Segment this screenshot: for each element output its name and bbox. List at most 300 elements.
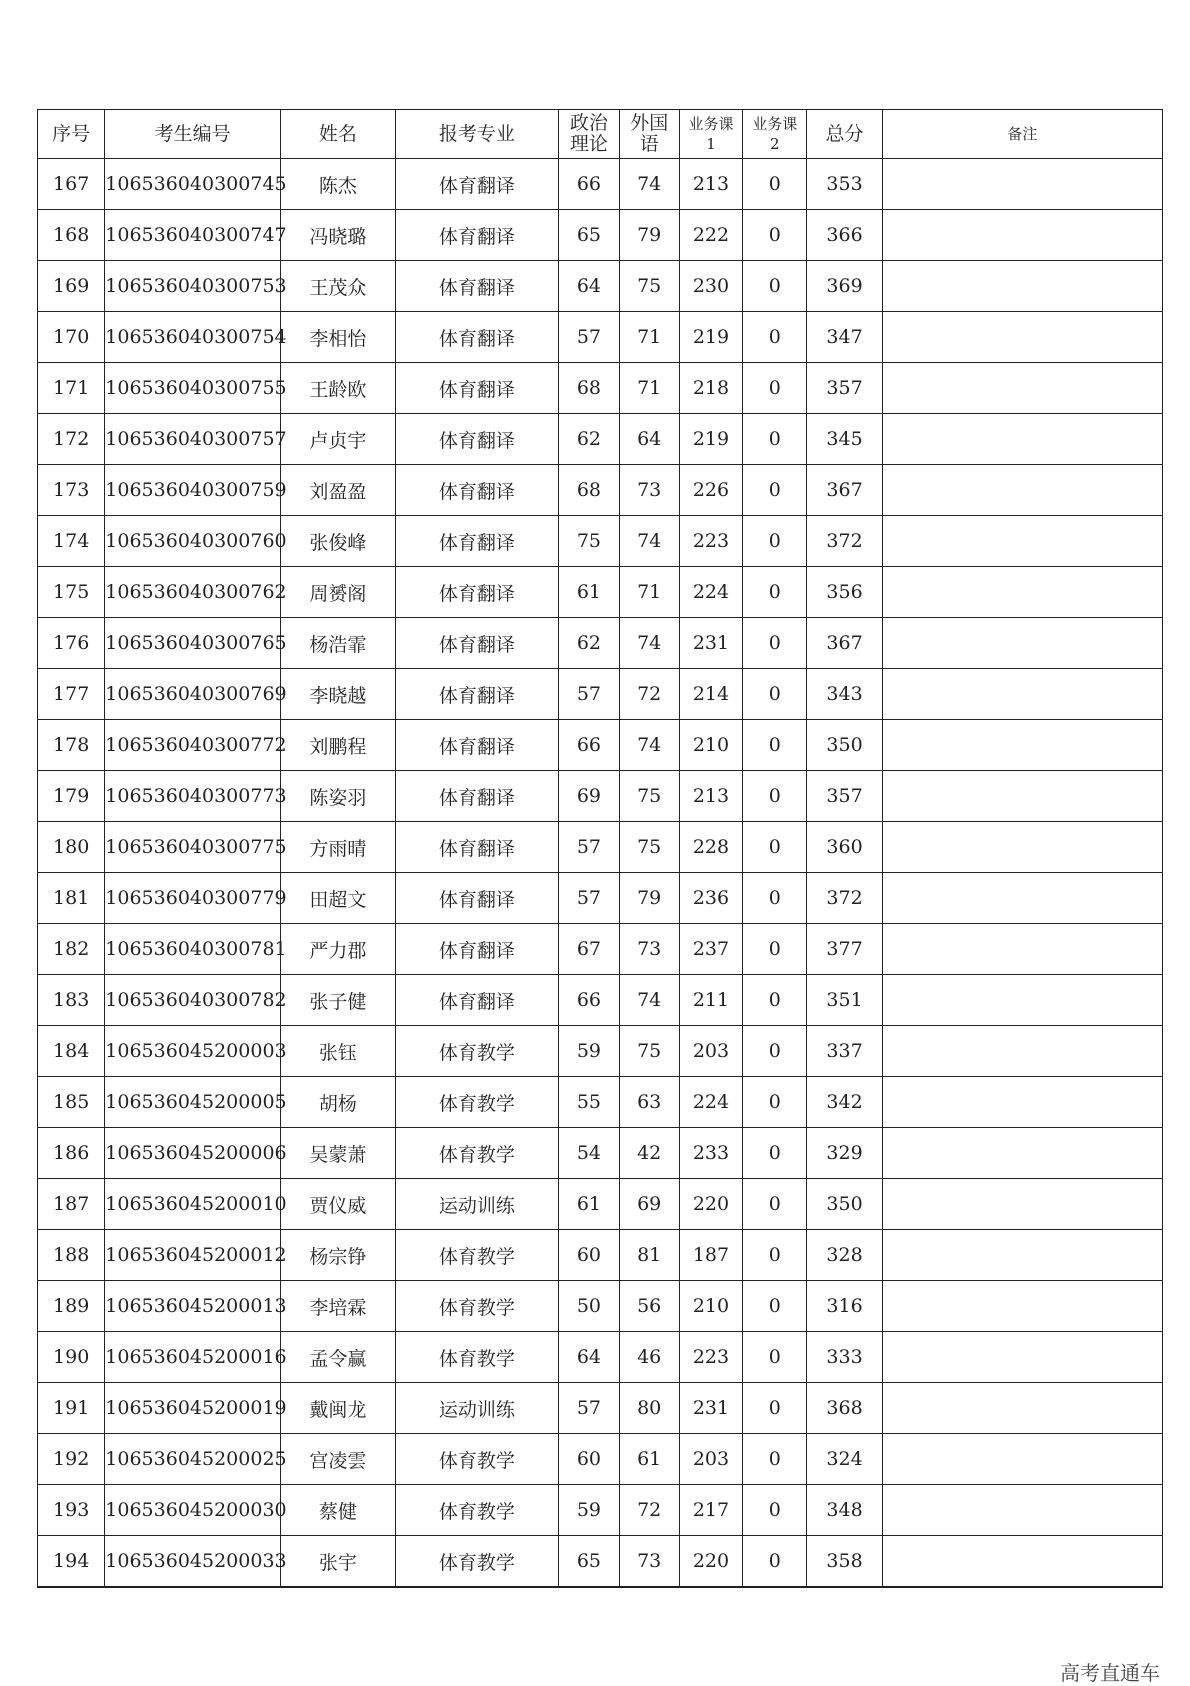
cell-name: 田超文 [281,873,396,924]
table-header-row [38,110,1163,159]
cell-remark [882,1026,1162,1077]
table-row [38,261,1163,312]
cell-no: 173 [38,465,105,516]
cell-name: 李相怡 [281,312,396,363]
table-row [38,159,1163,210]
cell-remark [882,669,1162,720]
cell-major: 体育翻译 [395,618,559,669]
cell-total: 324 [807,1434,882,1485]
cell-politics: 68 [559,363,619,414]
cell-total: 358 [807,1536,882,1588]
cell-exam-id: 106536045200006 [105,1128,281,1179]
header-name: 姓名 [281,110,396,159]
cell-name: 陈姿羽 [281,771,396,822]
table-row [38,516,1163,567]
cell-major: 运动训练 [395,1383,559,1434]
header-remark: 备注 [882,110,1162,159]
cell-politics: 54 [559,1128,619,1179]
cell-no: 168 [38,210,105,261]
cell-politics: 75 [559,516,619,567]
cell-foreign: 73 [619,1536,679,1588]
cell-course2: 0 [743,465,807,516]
cell-course1: 228 [679,822,742,873]
cell-major: 体育翻译 [395,822,559,873]
cell-course1: 210 [679,720,742,771]
cell-politics: 57 [559,822,619,873]
cell-no: 185 [38,1077,105,1128]
header-course2-line1: 业务课 [752,115,798,133]
cell-name: 胡杨 [281,1077,396,1128]
cell-remark [882,1281,1162,1332]
cell-name: 吴蒙萧 [281,1128,396,1179]
cell-total: 367 [807,465,882,516]
cell-no: 171 [38,363,105,414]
cell-exam-id: 106536040300775 [105,822,281,873]
cell-foreign: 75 [619,822,679,873]
cell-remark [882,1077,1162,1128]
cell-politics: 64 [559,1332,619,1383]
cell-politics: 57 [559,312,619,363]
cell-course2: 0 [743,312,807,363]
cell-course1: 236 [679,873,742,924]
cell-politics: 66 [559,720,619,771]
cell-remark [882,771,1162,822]
cell-major: 体育翻译 [395,516,559,567]
cell-remark [882,1536,1162,1588]
header-politics-line1: 政治 [569,112,608,134]
cell-foreign: 74 [619,159,679,210]
score-table [37,109,1163,1588]
table-row [38,1332,1163,1383]
cell-name: 李晓越 [281,669,396,720]
cell-course2: 0 [743,822,807,873]
cell-total: 357 [807,771,882,822]
table-row [38,1485,1163,1536]
cell-major: 体育翻译 [395,924,559,975]
cell-major: 体育教学 [395,1485,559,1536]
cell-foreign: 79 [619,210,679,261]
cell-no: 169 [38,261,105,312]
header-exam-id: 考生编号 [105,110,281,159]
cell-name: 刘盈盈 [281,465,396,516]
cell-foreign: 75 [619,261,679,312]
header-total: 总分 [807,110,882,159]
cell-course1: 219 [679,414,742,465]
cell-major: 体育翻译 [395,771,559,822]
cell-no: 170 [38,312,105,363]
cell-no: 172 [38,414,105,465]
cell-name: 李培霖 [281,1281,396,1332]
cell-course1: 214 [679,669,742,720]
cell-politics: 55 [559,1077,619,1128]
cell-politics: 59 [559,1026,619,1077]
cell-name: 贾仪威 [281,1179,396,1230]
cell-course1: 223 [679,516,742,567]
cell-foreign: 73 [619,924,679,975]
cell-no: 176 [38,618,105,669]
cell-course1: 218 [679,363,742,414]
cell-course1: 223 [679,1332,742,1383]
cell-major: 体育教学 [395,1230,559,1281]
cell-foreign: 74 [619,720,679,771]
cell-total: 368 [807,1383,882,1434]
cell-major: 体育翻译 [395,975,559,1026]
cell-total: 372 [807,516,882,567]
cell-course1: 224 [679,1077,742,1128]
header-no: 序号 [38,110,105,159]
cell-politics: 57 [559,669,619,720]
cell-course2: 0 [743,720,807,771]
cell-no: 167 [38,159,105,210]
cell-no: 194 [38,1536,105,1588]
cell-course1: 231 [679,1383,742,1434]
cell-foreign: 71 [619,363,679,414]
cell-major: 体育翻译 [395,414,559,465]
cell-exam-id: 106536040300757 [105,414,281,465]
cell-course1: 203 [679,1026,742,1077]
cell-course2: 0 [743,618,807,669]
cell-total: 350 [807,720,882,771]
cell-remark [882,1179,1162,1230]
cell-no: 192 [38,1434,105,1485]
cell-course1: 233 [679,1128,742,1179]
cell-politics: 69 [559,771,619,822]
cell-foreign: 79 [619,873,679,924]
cell-foreign: 73 [619,465,679,516]
cell-remark [882,618,1162,669]
cell-no: 179 [38,771,105,822]
header-course2 [743,110,807,159]
cell-course1: 217 [679,1485,742,1536]
cell-politics: 57 [559,873,619,924]
cell-remark [882,210,1162,261]
cell-no: 182 [38,924,105,975]
cell-foreign: 64 [619,414,679,465]
cell-course1: 220 [679,1536,742,1588]
table-row [38,1128,1163,1179]
cell-no: 175 [38,567,105,618]
cell-name: 宫凌雲 [281,1434,396,1485]
cell-remark [882,924,1162,975]
cell-no: 184 [38,1026,105,1077]
cell-exam-id: 106536045200005 [105,1077,281,1128]
cell-foreign: 71 [619,567,679,618]
cell-major: 体育教学 [395,1536,559,1588]
cell-name: 戴闽龙 [281,1383,396,1434]
header-foreign-line2: 语 [639,133,659,155]
cell-total: 357 [807,363,882,414]
cell-course2: 0 [743,516,807,567]
cell-total: 360 [807,822,882,873]
table-row [38,312,1163,363]
cell-politics: 60 [559,1230,619,1281]
cell-exam-id: 106536040300754 [105,312,281,363]
cell-foreign: 74 [619,516,679,567]
table-row [38,669,1163,720]
cell-foreign: 46 [619,1332,679,1383]
cell-exam-id: 106536040300772 [105,720,281,771]
cell-course1: 220 [679,1179,742,1230]
cell-course1: 219 [679,312,742,363]
cell-exam-id: 106536040300765 [105,618,281,669]
table-row [38,1230,1163,1281]
cell-total: 367 [807,618,882,669]
cell-remark [882,465,1162,516]
cell-foreign: 71 [619,312,679,363]
cell-exam-id: 106536040300782 [105,975,281,1026]
cell-no: 187 [38,1179,105,1230]
cell-remark [882,1230,1162,1281]
cell-exam-id: 106536045200013 [105,1281,281,1332]
cell-remark [882,720,1162,771]
cell-exam-id: 106536045200012 [105,1230,281,1281]
cell-major: 体育翻译 [395,720,559,771]
cell-politics: 66 [559,159,619,210]
cell-major: 运动训练 [395,1179,559,1230]
cell-exam-id: 106536040300745 [105,159,281,210]
cell-course2: 0 [743,363,807,414]
cell-major: 体育教学 [395,1281,559,1332]
cell-course2: 0 [743,771,807,822]
cell-course2: 0 [743,1230,807,1281]
cell-name: 王龄欧 [281,363,396,414]
cell-course1: 231 [679,618,742,669]
cell-total: 351 [807,975,882,1026]
cell-course2: 0 [743,567,807,618]
cell-course1: 224 [679,567,742,618]
table-row [38,924,1163,975]
cell-course2: 0 [743,924,807,975]
cell-major: 体育教学 [395,1434,559,1485]
cell-foreign: 81 [619,1230,679,1281]
table-row [38,720,1163,771]
cell-total: 328 [807,1230,882,1281]
cell-name: 张宇 [281,1536,396,1588]
cell-total: 366 [807,210,882,261]
cell-total: 353 [807,159,882,210]
cell-politics: 57 [559,1383,619,1434]
cell-course2: 0 [743,261,807,312]
cell-major: 体育翻译 [395,363,559,414]
cell-name: 杨浩霏 [281,618,396,669]
cell-major: 体育教学 [395,1128,559,1179]
cell-major: 体育翻译 [395,210,559,261]
cell-remark [882,822,1162,873]
cell-no: 178 [38,720,105,771]
cell-politics: 64 [559,261,619,312]
cell-course2: 0 [743,414,807,465]
header-politics-line2: 理论 [569,133,608,155]
table-row [38,1536,1163,1588]
cell-politics: 61 [559,567,619,618]
cell-remark [882,975,1162,1026]
cell-remark [882,159,1162,210]
cell-major: 体育翻译 [395,873,559,924]
cell-name: 蔡健 [281,1485,396,1536]
cell-total: 329 [807,1128,882,1179]
cell-name: 张子健 [281,975,396,1026]
cell-major: 体育教学 [395,1332,559,1383]
cell-exam-id: 106536045200010 [105,1179,281,1230]
table-row [38,1383,1163,1434]
cell-exam-id: 106536040300747 [105,210,281,261]
cell-politics: 67 [559,924,619,975]
cell-no: 186 [38,1128,105,1179]
table-row [38,414,1163,465]
cell-exam-id: 106536040300755 [105,363,281,414]
table-row [38,771,1163,822]
cell-course2: 0 [743,1536,807,1588]
cell-total: 345 [807,414,882,465]
cell-total: 356 [807,567,882,618]
cell-total: 343 [807,669,882,720]
cell-no: 177 [38,669,105,720]
cell-total: 348 [807,1485,882,1536]
cell-course2: 0 [743,873,807,924]
cell-remark [882,261,1162,312]
cell-foreign: 75 [619,771,679,822]
cell-exam-id: 106536040300769 [105,669,281,720]
cell-major: 体育翻译 [395,465,559,516]
cell-major: 体育翻译 [395,567,559,618]
cell-name: 杨宗铮 [281,1230,396,1281]
table-row [38,210,1163,261]
cell-total: 369 [807,261,882,312]
cell-course2: 0 [743,1077,807,1128]
cell-total: 316 [807,1281,882,1332]
cell-course1: 213 [679,159,742,210]
table-row [38,1179,1163,1230]
cell-major: 体育教学 [395,1026,559,1077]
header-foreign-line1: 外国 [630,112,669,134]
cell-politics: 62 [559,414,619,465]
cell-major: 体育翻译 [395,159,559,210]
cell-course2: 0 [743,975,807,1026]
cell-course2: 0 [743,1179,807,1230]
header-course1 [679,110,742,159]
cell-course2: 0 [743,1485,807,1536]
cell-remark [882,1128,1162,1179]
cell-no: 189 [38,1281,105,1332]
cell-remark [882,1332,1162,1383]
cell-major: 体育翻译 [395,312,559,363]
table-row [38,465,1163,516]
table-row [38,975,1163,1026]
cell-course1: 187 [679,1230,742,1281]
cell-foreign: 74 [619,618,679,669]
cell-foreign: 80 [619,1383,679,1434]
cell-name: 严力郡 [281,924,396,975]
table-row [38,567,1163,618]
cell-politics: 60 [559,1434,619,1485]
cell-foreign: 72 [619,1485,679,1536]
cell-course1: 237 [679,924,742,975]
cell-course1: 226 [679,465,742,516]
cell-course2: 0 [743,1281,807,1332]
header-major: 报考专业 [395,110,559,159]
header-politics [559,110,619,159]
header-foreign [619,110,679,159]
header-course1-line2: 1 [706,135,716,153]
cell-politics: 59 [559,1485,619,1536]
cell-foreign: 42 [619,1128,679,1179]
cell-total: 350 [807,1179,882,1230]
table-row [38,363,1163,414]
cell-exam-id: 106536040300760 [105,516,281,567]
cell-major: 体育教学 [395,1077,559,1128]
cell-name: 孟令赢 [281,1332,396,1383]
cell-no: 191 [38,1383,105,1434]
cell-exam-id: 106536045200025 [105,1434,281,1485]
cell-remark [882,363,1162,414]
cell-exam-id: 106536045200033 [105,1536,281,1588]
cell-remark [882,414,1162,465]
cell-no: 180 [38,822,105,873]
cell-remark [882,1485,1162,1536]
cell-name: 王茂众 [281,261,396,312]
table-row [38,1077,1163,1128]
cell-name: 周赟阁 [281,567,396,618]
cell-foreign: 69 [619,1179,679,1230]
cell-exam-id: 106536040300781 [105,924,281,975]
cell-course2: 0 [743,1128,807,1179]
header-course2-line2: 2 [769,135,780,153]
cell-course1: 210 [679,1281,742,1332]
cell-politics: 66 [559,975,619,1026]
watermark: 高考直通车 [1060,1661,1160,1685]
table-row [38,1281,1163,1332]
cell-politics: 65 [559,1536,619,1588]
cell-total: 372 [807,873,882,924]
cell-course2: 0 [743,1383,807,1434]
cell-course1: 222 [679,210,742,261]
cell-course2: 0 [743,1332,807,1383]
cell-course2: 0 [743,1026,807,1077]
cell-no: 174 [38,516,105,567]
cell-foreign: 61 [619,1434,679,1485]
cell-exam-id: 106536045200003 [105,1026,281,1077]
header-course1-line1: 业务课 [688,115,734,133]
cell-exam-id: 106536040300779 [105,873,281,924]
table-row [38,1026,1163,1077]
cell-no: 181 [38,873,105,924]
cell-exam-id: 106536040300762 [105,567,281,618]
cell-politics: 61 [559,1179,619,1230]
cell-total: 377 [807,924,882,975]
cell-course1: 203 [679,1434,742,1485]
cell-no: 183 [38,975,105,1026]
cell-no: 190 [38,1332,105,1383]
table-body [38,159,1163,1588]
cell-no: 193 [38,1485,105,1536]
cell-name: 卢贞宇 [281,414,396,465]
cell-exam-id: 106536045200016 [105,1332,281,1383]
table-row [38,1434,1163,1485]
cell-name: 冯晓璐 [281,210,396,261]
cell-remark [882,1383,1162,1434]
table-row [38,873,1163,924]
cell-remark [882,1434,1162,1485]
cell-name: 张俊峰 [281,516,396,567]
cell-course1: 211 [679,975,742,1026]
cell-remark [882,312,1162,363]
cell-exam-id: 106536045200030 [105,1485,281,1536]
cell-name: 张钰 [281,1026,396,1077]
cell-foreign: 72 [619,669,679,720]
cell-course2: 0 [743,1434,807,1485]
cell-total: 333 [807,1332,882,1383]
cell-course2: 0 [743,210,807,261]
